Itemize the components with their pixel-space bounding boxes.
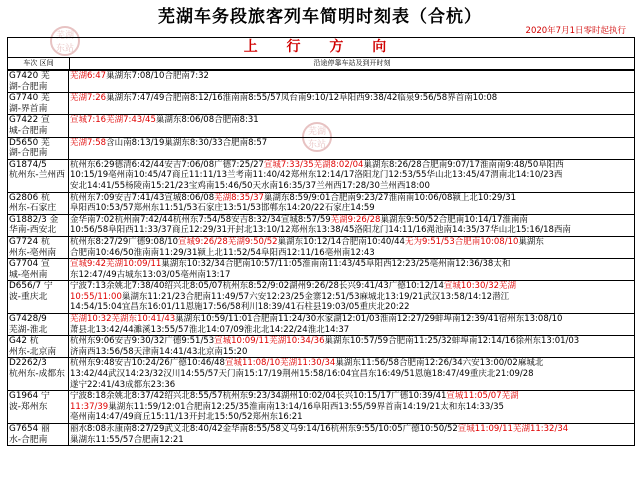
stops-line: [70, 325, 633, 336]
stop-segment: 巢湖东9:50/52合肥南10:14/17淮南南: [380, 214, 528, 225]
train-number-line: G7704 宣: [9, 259, 50, 270]
train-number-line: G1882/3 金: [9, 214, 59, 225]
stop-segment: 巢湖东8:26/28合肥南9:07/17淮南南9:48/50阜阳西: [363, 159, 564, 170]
table-row: [8, 259, 635, 281]
table-row: [8, 137, 635, 159]
stops-line: [70, 369, 633, 380]
highlight-stop: 宣城10:09/11芜湖10:34/36: [214, 336, 325, 347]
timetable: [7, 70, 635, 446]
stops-line: [70, 225, 633, 236]
stop-segment: 巢湖东8:06/08合肥南8:31: [155, 115, 259, 126]
train-number: [8, 358, 69, 391]
train-number-line: 城-合肥南: [9, 125, 48, 136]
table-row: [8, 424, 635, 446]
train-number: [8, 424, 69, 446]
train-number-line: D656/7 宁: [9, 281, 53, 292]
highlight-stop: 10:55/11:00: [70, 291, 122, 302]
train-stops: [69, 137, 635, 159]
highlight-stop: 宣城7:33/35芜湖8:02/04: [263, 159, 364, 170]
train-number: [8, 137, 69, 159]
train-number-line: 湖-合肥南: [9, 81, 48, 92]
train-stops: [69, 71, 635, 93]
stop-segment: 宁波7:13余姚北7:38/40绍兴北8:05/07杭州东8:52/9:02湖州9:26/28长兴9:41/43广德10:12/14: [70, 281, 444, 292]
train-number-line: 波-郑州东: [9, 401, 48, 412]
highlight-stop: 宣城7:16芜湖7:43/45: [70, 115, 156, 126]
train-stops: [69, 391, 635, 424]
stops-line: [70, 71, 633, 82]
stop-segment: 杭州东6:29德清6:42/44安吉7:06/08广德7:25/27: [70, 159, 264, 170]
train-number: [8, 281, 69, 314]
table-row: [8, 159, 635, 192]
stop-segment: 杭州东7:09安吉7:41/43宣城8:06/08: [70, 192, 215, 203]
train-number-line: 水-合肥南: [9, 434, 48, 445]
table-row: [8, 192, 635, 214]
stops-line: [70, 270, 633, 281]
stops-line: [70, 424, 633, 435]
highlight-stop: 芜湖9:26/28: [330, 214, 381, 225]
direction-banner: 上 行 方 向: [7, 37, 635, 58]
stops-line: [70, 203, 633, 214]
highlight-stop: 宣城11:09/11芜湖11:32/34: [457, 424, 569, 434]
train-stops: [69, 115, 635, 137]
train-number: [8, 236, 69, 258]
highlight-stop: 无为9:51/53合肥南10:08/10: [404, 236, 519, 247]
stop-segment: 巢湖东10:57/59合肥南11:25/32蚌埠南12:14/16徐州东13:01/03: [324, 336, 580, 347]
stop-segment: 巢湖东10:12/14合肥南10:40/44: [277, 236, 405, 247]
highlight-stop: 芜湖7:26: [70, 93, 107, 104]
station-stamp-icon: 芜湖东站: [50, 26, 80, 56]
stop-segment: 合肥南10:46/50淮南南11:29/31颍上北11:52/54阜阳西12:11/16亳州南12:43: [70, 247, 375, 258]
train-number-line: G7654 丽: [9, 424, 50, 434]
stop-segment: 巢湖东11:55/57合肥南12:21: [70, 434, 184, 445]
stops-line: [70, 215, 633, 226]
train-number-line: 芜湖-淮北: [9, 324, 48, 335]
stop-segment: 杭州东9:06安吉9:30/32广德9:51/53: [70, 336, 215, 347]
table-row: [8, 314, 635, 336]
train-number: [8, 336, 69, 358]
train-number-line: 州东-石家庄: [9, 203, 57, 214]
stop-segment: 13:42/44武汉14:23/32汉川14:55/57天门南15:17/19荆州15:58/16:04宜昌东16:49/51恩施18:47/49重庆北21:09/28: [70, 369, 534, 380]
highlight-stop: 11:37/39: [70, 401, 109, 412]
stops-line: [70, 347, 633, 358]
stop-segment: 含山南8:13/19巢湖东8:30/33合肥南8:57: [106, 137, 268, 148]
stop-segment: 巢湖东11:56/58合肥南12:26/34六安13:00/02麻城北: [335, 358, 544, 369]
stops-line: [70, 160, 633, 171]
train-stops: [69, 281, 635, 314]
table-row: [8, 214, 635, 236]
train-number-line: D5650 芜: [9, 137, 50, 148]
train-number-line: G2806 杭: [9, 192, 50, 203]
stop-segment: 宁波8:18余姚北8:37/42绍兴北8:55/57杭州东9:23/34湖州10:02/04长兴10:15/17广德10:39/41: [70, 391, 447, 402]
highlight-stop: 宣城9:26/28芜湖9:50/52: [178, 236, 278, 247]
stop-segment: 遂宁22:41/43成都东23:36: [70, 379, 176, 390]
stop-segment: 金华南7:02杭州南7:42/44杭州东7:54/58安吉8:32/34宣城8:57/59: [70, 214, 331, 225]
highlight-stop: 宣城11:08/10芜湖11:30/34: [224, 358, 336, 369]
stops-line: [70, 138, 633, 149]
stops-line: [70, 193, 633, 204]
train-stops: [69, 424, 635, 446]
table-row: [8, 281, 635, 314]
stop-segment: 巢湖东11:21/23合肥南11:49/57六安12:23/25金寨12:51/53麻城北13:19/21武汉13:58/14:12潜江: [121, 291, 510, 302]
stops-line: [70, 314, 633, 325]
table-row: [8, 336, 635, 358]
stops-line: [70, 391, 633, 402]
table-header: [7, 57, 635, 70]
stop-segment: 10:15/19亳州南10:45/47商丘11:11/13兰考南11:40/42郑州东12:14/17洛阳龙门12:53/55华山北13:45/47渭南北14:10/23西: [70, 170, 563, 181]
stop-segment: 巢湖东7:47/49合肥南8:12/16淮南南8:55/57凤台南9:10/12阜阳西9:38/42临泉9:56/58界首南10:08: [106, 93, 498, 104]
effective-date: 2020年7月1日零时起执行: [525, 26, 626, 36]
page-title: 芜湖车务段旅客列车简明时刻表（合杭）: [158, 7, 482, 27]
stop-segment: 巢湖东: [518, 236, 544, 247]
stop-segment: 安北14:41/55杨陵南15:21/23宝鸡南15:46/50天水南16:35/37兰州西17:28/30兰州西18:00: [70, 180, 430, 191]
train-number-line: G7422 宣: [9, 115, 50, 126]
stops-line: [70, 336, 633, 347]
highlight-stop: 芜湖8:35/37: [214, 192, 264, 203]
stops-line: [70, 302, 633, 313]
table-row: [8, 115, 635, 137]
stop-segment: 萧县北13:42/44濉溪13:55/57淮北14:07/09淮北北14:22/24淮北14:37: [70, 324, 350, 335]
header-stops-col: 沿途停靠车站及到开时刻: [313, 59, 391, 67]
highlight-stop: 芜湖10:32芜湖东10:41/43: [70, 314, 176, 325]
stop-segment: 济南西13:56/58天津南14:41/43北京南15:20: [70, 346, 248, 357]
train-stops: [69, 214, 635, 236]
stop-segment: 巢湖东7:08/10合肥南7:32: [106, 71, 209, 81]
stop-segment: 东12:47/49古城东13:03/05亳州南13:17: [70, 269, 231, 280]
train-stops: [69, 236, 635, 258]
stop-segment: 丽水8:08永康南8:27/29武义北8:40/42金华南8:55/58义乌9:14/16杭州东9:55/10:05广德10:50/52: [70, 424, 458, 434]
table-row: [8, 391, 635, 424]
train-number-line: 州东-北京南: [9, 346, 57, 357]
train-stops: [69, 93, 635, 115]
highlight-stop: 宣城9:42芜湖10:09/11: [70, 259, 162, 270]
train-number: [8, 214, 69, 236]
train-number-line: G7420 芜: [9, 71, 50, 81]
stops-line: [70, 435, 633, 446]
train-number-line: 城-亳州南: [9, 269, 48, 280]
train-number-line: G42 杭: [9, 336, 39, 347]
table-row: [8, 93, 635, 115]
stops-line: [70, 358, 633, 369]
stops-line: [70, 402, 633, 413]
table-row: [8, 236, 635, 258]
table-row: [8, 358, 635, 391]
train-number: [8, 192, 69, 214]
stop-segment: 巢湖东10:59/11:01合肥南11:24/30水家湖12:01/03淮南12:27/29蚌埠南12:39/41宿州东13:08/10: [175, 314, 563, 325]
stops-line: [70, 412, 633, 423]
train-number-line: G7428/9: [9, 314, 47, 325]
stop-segment: 14:54/15:04宜昌东16:01/11恩施17:56/58利川18:39/41石柱县19:03/05重庆北20:22: [70, 302, 410, 313]
train-stops: [69, 159, 635, 192]
train-number-line: 波-重庆北: [9, 291, 48, 302]
stops-line: [70, 115, 633, 126]
train-number-line: 湖-合肥南: [9, 148, 48, 159]
stop-segment: 杭州东8:27/29广德9:08/10: [70, 236, 179, 247]
stop-segment: 杭州东9:48安吉10:24/26广德10:46/48: [70, 358, 225, 369]
train-number-line: G7740 芜: [9, 93, 50, 104]
stop-segment: 巢湖东10:32/34合肥南10:57/11:05淮南南11:43/45阜阳西12:23/25亳州南12:36/38太和: [161, 259, 511, 270]
train-number-line: G1874/5: [9, 159, 47, 170]
stops-line: [70, 93, 633, 104]
stop-segment: 巢湖东8:59/9:01合肥南9:23/27淮南南10:06/08颍上北10:29/31: [263, 192, 517, 203]
train-stops: [69, 259, 635, 281]
stops-line: [70, 248, 633, 259]
highlight-stop: 宣城10:30/32芜湖: [443, 281, 517, 292]
stops-line: [70, 259, 633, 270]
train-number: [8, 71, 69, 93]
stop-segment: 亳州南14:47/49商丘15:11/13开封北15:50/52郑州东16:21: [70, 412, 303, 423]
train-number-line: D2262/3: [9, 358, 47, 369]
stops-line: [70, 237, 633, 248]
train-stops: [69, 192, 635, 214]
stop-segment: 10:56/58阜阳西11:33/37商丘12:29/31开封北13:10/12郑州东13:38/45洛阳龙门14:11/16渑池南14:35/37华山北15:16/18西南: [70, 225, 571, 236]
train-number-line: 州东-亳州南: [9, 247, 57, 258]
header-train-col: 车次 区间: [8, 57, 70, 69]
stops-line: [70, 181, 633, 192]
table-row: [8, 71, 635, 93]
highlight-stop: 宣城11:05/07芜湖: [446, 391, 519, 402]
stop-segment: 巢湖东11:59/12:01合肥南12:25/35淮南南13:14/16阜阳西13:55/59界首南14:19/21太和东14:33/35: [108, 401, 504, 412]
train-stops: [69, 358, 635, 391]
train-number: [8, 115, 69, 137]
stop-segment: 阜阳西10:53/57郑州东11:51/53石家庄13:51/53邯郸东14:20/22石家庄14:59: [70, 203, 375, 214]
train-number: [8, 259, 69, 281]
train-number-line: 湖-界首南: [9, 103, 48, 114]
stops-line: [70, 292, 633, 303]
train-number-line: 华南-西安北: [9, 225, 57, 236]
train-number-line: G1964 宁: [9, 391, 50, 402]
train-stops: [69, 314, 635, 336]
highlight-stop: 芜湖7:58: [70, 137, 107, 148]
train-number: [8, 159, 69, 192]
station-stamp-icon: 芜湖东站: [302, 122, 332, 152]
train-number: [8, 391, 69, 424]
train-number: [8, 93, 69, 115]
highlight-stop: 芜湖6:47: [70, 71, 107, 81]
train-number: [8, 314, 69, 336]
stops-line: [70, 281, 633, 292]
train-number-line: G7724 杭: [9, 236, 50, 247]
stops-line: [70, 170, 633, 181]
train-stops: [69, 336, 635, 358]
train-number-line: 杭州东-兰州西: [9, 170, 65, 181]
stops-line: [70, 380, 633, 391]
train-number-line: 杭州东-成都东: [9, 369, 65, 380]
